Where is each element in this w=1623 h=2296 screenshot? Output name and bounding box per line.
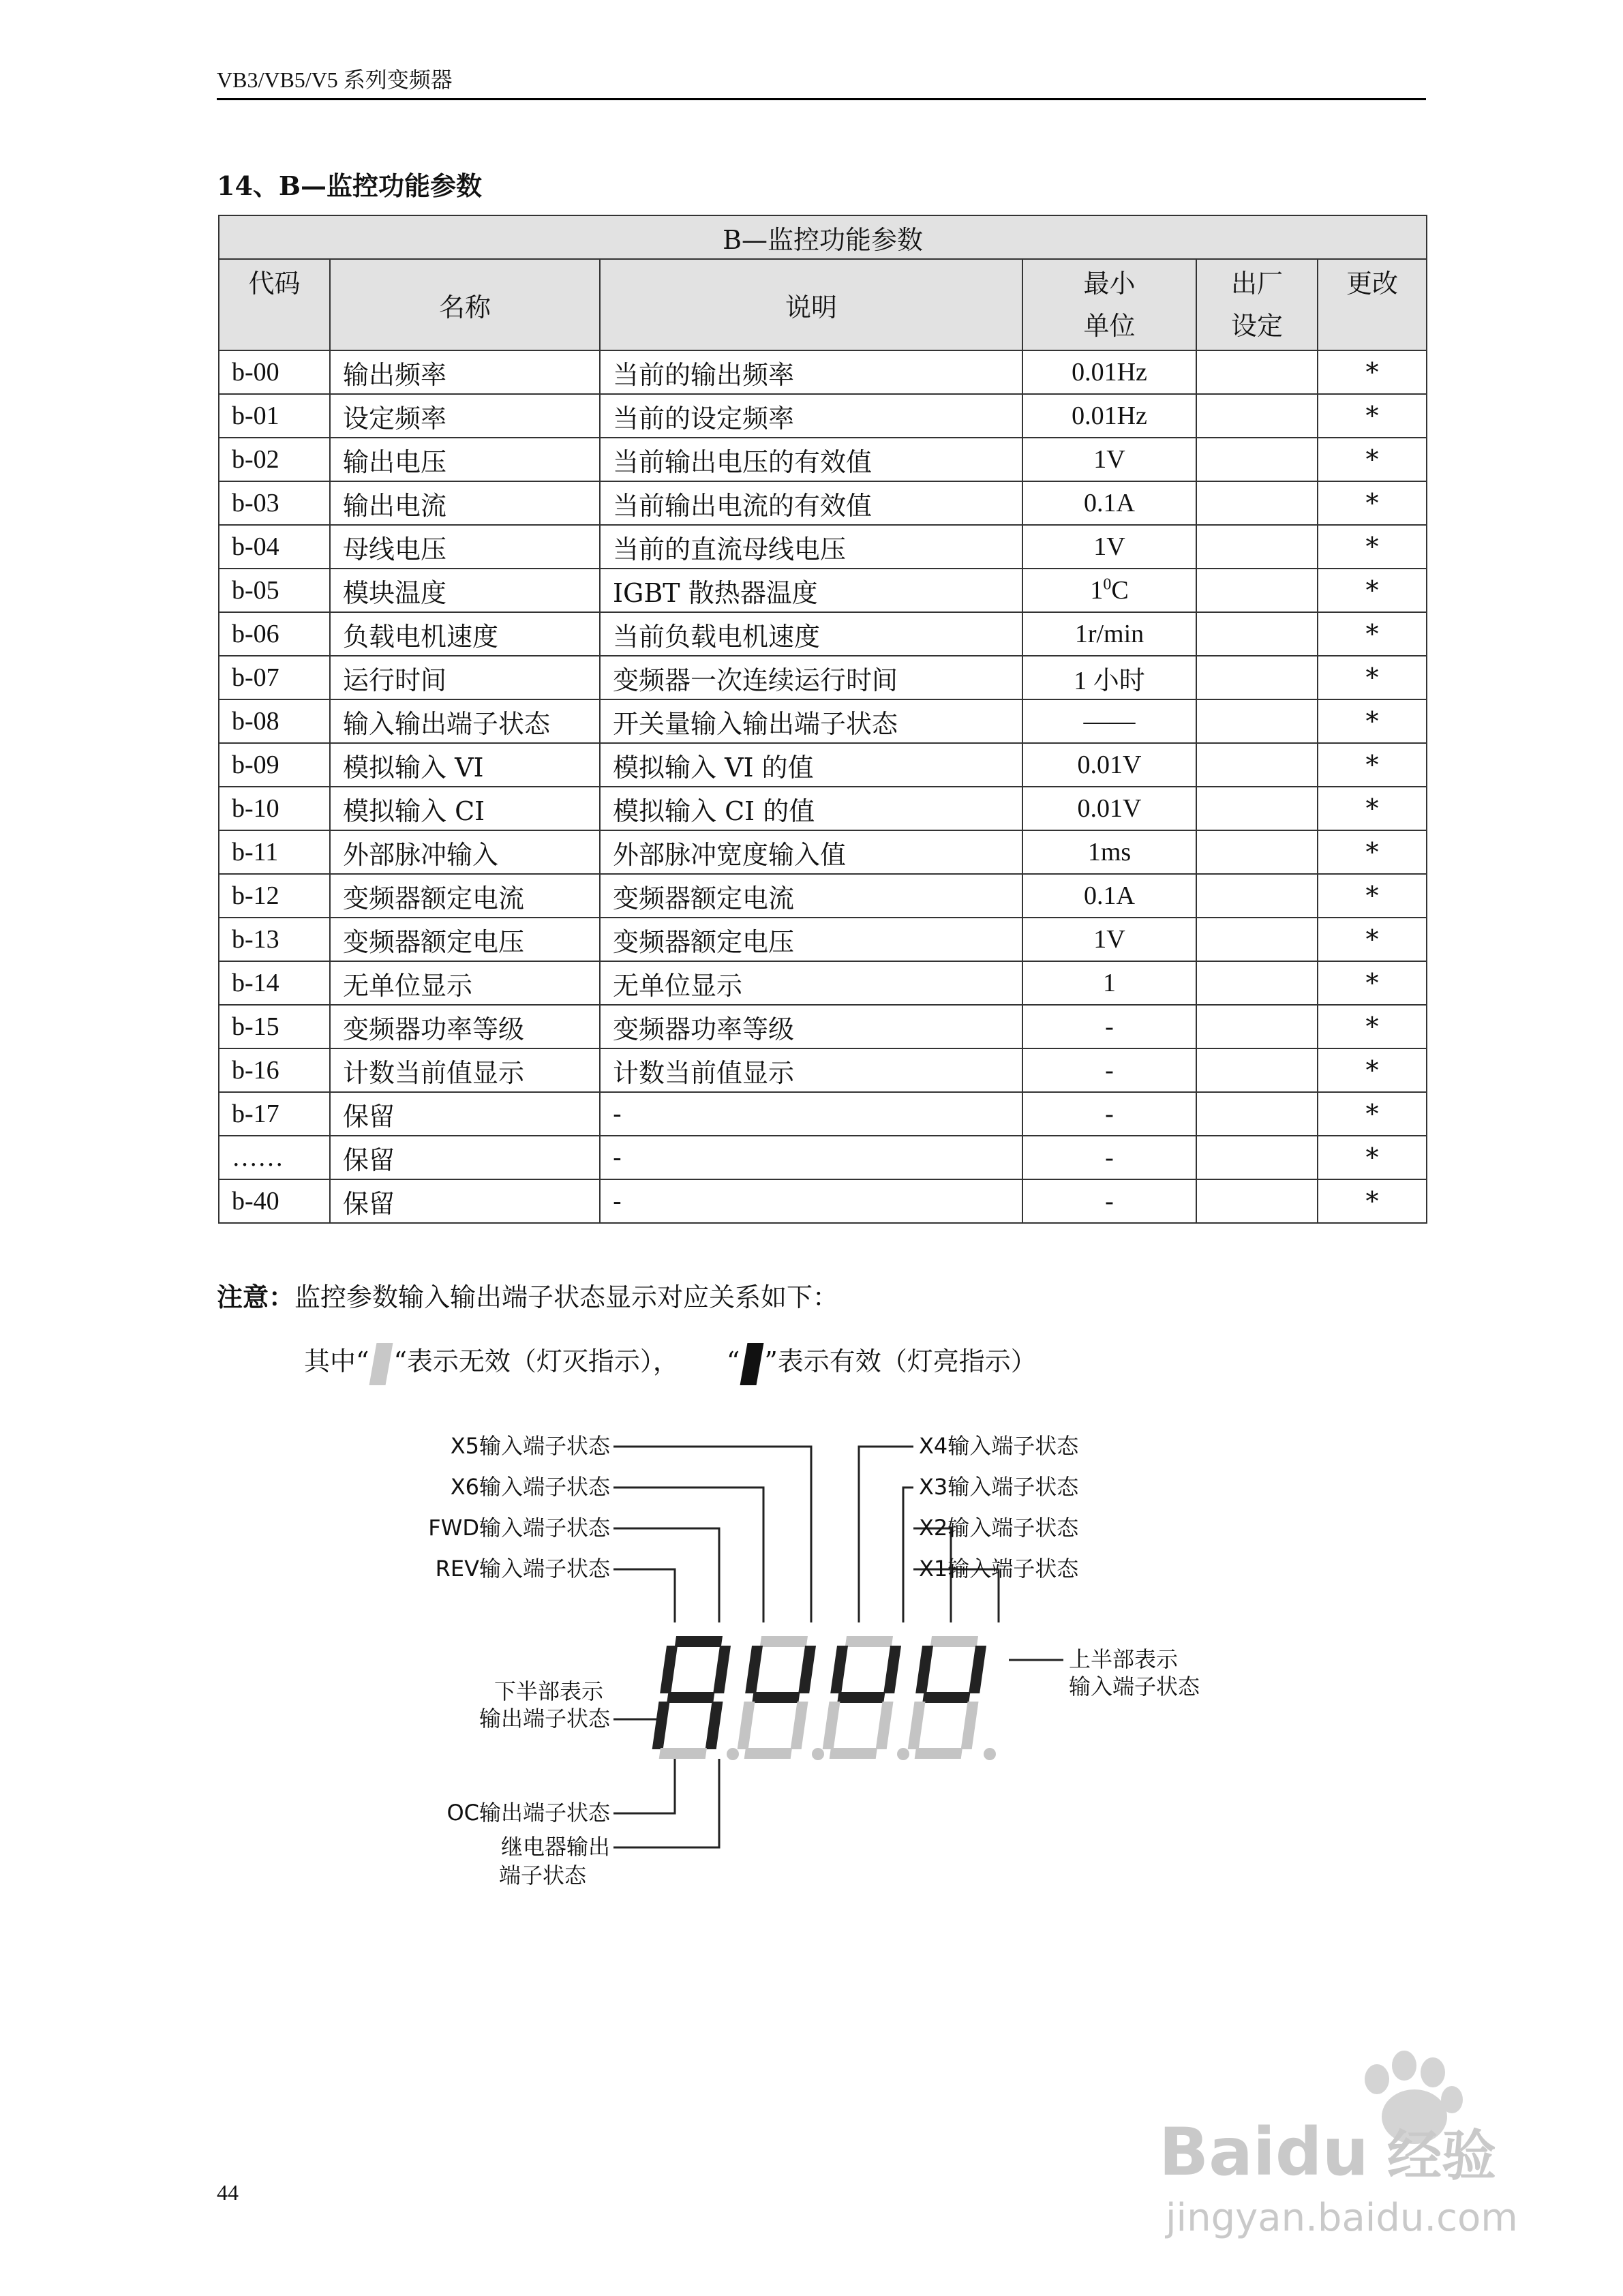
label-x6: X6输入端子状态: [450, 1474, 610, 1500]
legend-line: [304, 1340, 1037, 1385]
cell-change: *: [1318, 1136, 1427, 1179]
cell-factory: [1196, 1179, 1318, 1223]
monitor-params-table: [218, 215, 1427, 1224]
table-title: B—监控功能参数: [219, 215, 1427, 259]
cell-desc: 计数当前值显示: [600, 1048, 1022, 1092]
cell-name: 负载电机速度: [330, 612, 600, 656]
cell-unit: 1 小时: [1022, 656, 1196, 699]
cell-name: 计数当前值显示: [330, 1048, 600, 1092]
cell-change: *: [1318, 699, 1427, 743]
legend-valid-text: ”表示有效（灯亮指示）: [764, 1346, 1037, 1376]
legend-invalid-text: “表示无效（灯灭指示），: [393, 1346, 679, 1376]
cell-factory: [1196, 961, 1318, 1005]
note-label: 注意：: [217, 1282, 295, 1312]
cell-code: b-03: [219, 481, 330, 525]
cell-change: *: [1318, 1005, 1427, 1048]
table-row: [219, 1092, 1427, 1136]
cell-code: b-05: [219, 569, 330, 612]
col-header-code: 代码: [219, 259, 330, 350]
cell-change: *: [1318, 787, 1427, 830]
running-header: VB3/VB5/V5 系列变频器: [217, 67, 453, 92]
cell-name: 模块温度: [330, 569, 600, 612]
baidu-jingyan-watermark: [1152, 2045, 1534, 2250]
cell-desc: 变频器额定电流: [600, 874, 1022, 918]
label-lower-half-2: 输出端子状态: [479, 1706, 610, 1732]
cell-desc: -: [600, 1179, 1022, 1223]
cell-code: ……: [219, 1136, 330, 1179]
table-header-row: [219, 259, 1427, 350]
label-upper-half-2: 输入端子状态: [1069, 1674, 1200, 1700]
cell-desc: -: [600, 1092, 1022, 1136]
cell-factory: [1196, 569, 1318, 612]
cell-name: 外部脉冲输入: [330, 830, 600, 874]
table-row: [219, 918, 1427, 961]
cell-desc: 当前输出电压的有效值: [600, 438, 1022, 481]
cell-desc: 当前的设定频率: [600, 394, 1022, 438]
cell-factory: [1196, 918, 1318, 961]
cell-change: *: [1318, 569, 1427, 612]
cell-change: *: [1318, 918, 1427, 961]
cell-code: b-00: [219, 350, 330, 394]
col-header-factory: [1196, 259, 1318, 350]
table-row: [219, 743, 1427, 787]
cell-desc: 变频器功率等级: [600, 1005, 1022, 1048]
cell-code: b-07: [219, 656, 330, 699]
cell-unit: 1r/min: [1022, 612, 1196, 656]
cell-factory: [1196, 394, 1318, 438]
cell-code: b-15: [219, 1005, 330, 1048]
cell-desc: 当前的输出频率: [600, 350, 1022, 394]
cell-desc: 变频器额定电压: [600, 918, 1022, 961]
cell-code: b-17: [219, 1092, 330, 1136]
segment-off-icon: [369, 1343, 393, 1385]
cell-unit: 1: [1022, 961, 1196, 1005]
cell-desc: IGBT 散热器温度: [600, 569, 1022, 612]
seven-segment-display: [651, 1636, 996, 1760]
table-row: [219, 394, 1427, 438]
cell-name: 保留: [330, 1092, 600, 1136]
cell-unit: 0.01Hz: [1022, 394, 1196, 438]
cell-name: 设定频率: [330, 394, 600, 438]
col-header-name: 名称: [330, 259, 600, 350]
watermark-product: 经验: [1387, 2124, 1496, 2188]
cell-name: 保留: [330, 1179, 600, 1223]
cell-change: *: [1318, 874, 1427, 918]
cell-factory: [1196, 699, 1318, 743]
cell-desc: 模拟输入 CI 的值: [600, 787, 1022, 830]
col-header-unit-line1: 最小: [1083, 269, 1136, 299]
col-header-factory-line2: 设定: [1230, 311, 1283, 341]
cell-factory: [1196, 743, 1318, 787]
cell-factory: [1196, 1136, 1318, 1179]
table-row: [219, 1048, 1427, 1092]
watermark-brand: Baidu: [1159, 2114, 1369, 2190]
cell-unit: -: [1022, 1092, 1196, 1136]
cell-code: b-04: [219, 525, 330, 569]
cell-name: 模拟输入 VI: [330, 743, 600, 787]
cell-unit: 1V: [1022, 525, 1196, 569]
cell-factory: [1196, 1048, 1318, 1092]
header-rule: [217, 98, 1426, 100]
cell-factory: [1196, 1005, 1318, 1048]
cell-name: 无单位显示: [330, 961, 600, 1005]
table-row: [219, 1179, 1427, 1223]
table-row: [219, 787, 1427, 830]
cell-name: 输入输出端子状态: [330, 699, 600, 743]
cell-desc: 开关量输入输出端子状态: [600, 699, 1022, 743]
section-title: 14、B—监控功能参数: [217, 170, 482, 201]
cell-change: *: [1318, 1179, 1427, 1223]
cell-unit: 0.01V: [1022, 787, 1196, 830]
table-row: [219, 481, 1427, 525]
cell-code: b-16: [219, 1048, 330, 1092]
cell-name: 运行时间: [330, 656, 600, 699]
cell-desc: 无单位显示: [600, 961, 1022, 1005]
legend-prefix: 其中“: [304, 1346, 369, 1376]
cell-unit: ——: [1022, 699, 1196, 743]
col-header-desc: 说明: [600, 259, 1022, 350]
cell-unit: 0.1A: [1022, 481, 1196, 525]
segment-on-icon: [740, 1343, 764, 1385]
table-row: [219, 656, 1427, 699]
cell-factory: [1196, 525, 1318, 569]
table-row: [219, 874, 1427, 918]
cell-code: b-09: [219, 743, 330, 787]
cell-factory: [1196, 874, 1318, 918]
cell-name: 变频器功率等级: [330, 1005, 600, 1048]
cell-change: *: [1318, 1092, 1427, 1136]
cell-unit: 1ms: [1022, 830, 1196, 874]
cell-unit: -: [1022, 1179, 1196, 1223]
cell-change: *: [1318, 961, 1427, 1005]
cell-change: *: [1318, 656, 1427, 699]
cell-desc: 外部脉冲宽度输入值: [600, 830, 1022, 874]
cell-code: b-14: [219, 961, 330, 1005]
cell-change: *: [1318, 1048, 1427, 1092]
cell-factory: [1196, 830, 1318, 874]
page-number: 44: [217, 2180, 239, 2205]
table-row: [219, 438, 1427, 481]
cell-factory: [1196, 481, 1318, 525]
note: [217, 1276, 838, 1314]
label-relay-1: 继电器输出: [500, 1834, 610, 1860]
cell-change: *: [1318, 481, 1427, 525]
cell-unit: -: [1022, 1136, 1196, 1179]
cell-code: b-12: [219, 874, 330, 918]
cell-factory: [1196, 612, 1318, 656]
cell-unit: -: [1022, 1048, 1196, 1092]
label-relay-2: 端子状态: [498, 1862, 586, 1888]
cell-name: 变频器额定电流: [330, 874, 600, 918]
table-row: [219, 612, 1427, 656]
label-fwd: FWD输入端子状态: [428, 1515, 610, 1541]
cell-factory: [1196, 1092, 1318, 1136]
table-row: [219, 699, 1427, 743]
cell-unit: 0.1A: [1022, 874, 1196, 918]
cell-unit: 0.01V: [1022, 743, 1196, 787]
label-upper-half-1: 上半部表示: [1069, 1646, 1179, 1672]
table-row: [219, 525, 1427, 569]
label-rev: REV输入端子状态: [435, 1556, 610, 1582]
cell-change: *: [1318, 394, 1427, 438]
cell-unit: 1V: [1022, 918, 1196, 961]
label-x3: X3输入端子状态: [919, 1474, 1079, 1500]
cell-desc: 当前的直流母线电压: [600, 525, 1022, 569]
cell-factory: [1196, 438, 1318, 481]
cell-change: *: [1318, 525, 1427, 569]
cell-code: b-06: [219, 612, 330, 656]
table-row: [219, 1005, 1427, 1048]
cell-name: 输出电压: [330, 438, 600, 481]
table-row: [219, 830, 1427, 874]
note-text: 监控参数输入输出端子状态显示对应关系如下：: [294, 1282, 839, 1312]
cell-change: *: [1318, 438, 1427, 481]
cell-desc: 当前输出电流的有效值: [600, 481, 1022, 525]
col-header-unit-line2: 单位: [1083, 311, 1136, 341]
table-row: [219, 961, 1427, 1005]
cell-name: 保留: [330, 1136, 600, 1179]
cell-desc: 模拟输入 VI 的值: [600, 743, 1022, 787]
cell-name: 母线电压: [330, 525, 600, 569]
cell-code: b-10: [219, 787, 330, 830]
label-oc: OC输出端子状态: [446, 1800, 610, 1826]
watermark-url: jingyan.baidu.com: [1166, 2196, 1518, 2240]
cell-unit: $1^0C$: [1022, 569, 1196, 612]
cell-factory: [1196, 787, 1318, 830]
cell-desc: 变频器一次连续运行时间: [600, 656, 1022, 699]
table-row: [219, 1136, 1427, 1179]
cell-unit: 1V: [1022, 438, 1196, 481]
label-x4: X4输入端子状态: [919, 1433, 1079, 1459]
cell-name: 输出电流: [330, 481, 600, 525]
col-header-unit: [1022, 259, 1196, 350]
cell-factory: [1196, 656, 1318, 699]
cell-name: 变频器额定电压: [330, 918, 600, 961]
terminal-status-diagram: [409, 1418, 1227, 1895]
legend-open-quote: “: [726, 1346, 740, 1376]
cell-factory: [1196, 350, 1318, 394]
cell-code: b-11: [219, 830, 330, 874]
cell-name: 输出频率: [330, 350, 600, 394]
cell-code: b-02: [219, 438, 330, 481]
cell-change: *: [1318, 743, 1427, 787]
col-header-change: 更改: [1318, 259, 1427, 350]
col-header-factory-line1: 出厂: [1230, 269, 1283, 299]
cell-code: b-13: [219, 918, 330, 961]
cell-code: b-01: [219, 394, 330, 438]
table-row: [219, 569, 1427, 612]
cell-change: *: [1318, 830, 1427, 874]
cell-desc: -: [600, 1136, 1022, 1179]
cell-unit: 0.01Hz: [1022, 350, 1196, 394]
label-x1: X1输入端子状态: [919, 1556, 1079, 1582]
label-x5: X5输入端子状态: [450, 1433, 610, 1459]
cell-desc: 当前负载电机速度: [600, 612, 1022, 656]
cell-code: b-08: [219, 699, 330, 743]
table-row: [219, 350, 1427, 394]
cell-name: 模拟输入 CI: [330, 787, 600, 830]
cell-change: *: [1318, 350, 1427, 394]
cell-unit: -: [1022, 1005, 1196, 1048]
cell-code: b-40: [219, 1179, 330, 1223]
cell-change: *: [1318, 612, 1427, 656]
label-x2: X2输入端子状态: [919, 1515, 1079, 1541]
label-lower-half-1: 下半部表示: [494, 1678, 603, 1704]
